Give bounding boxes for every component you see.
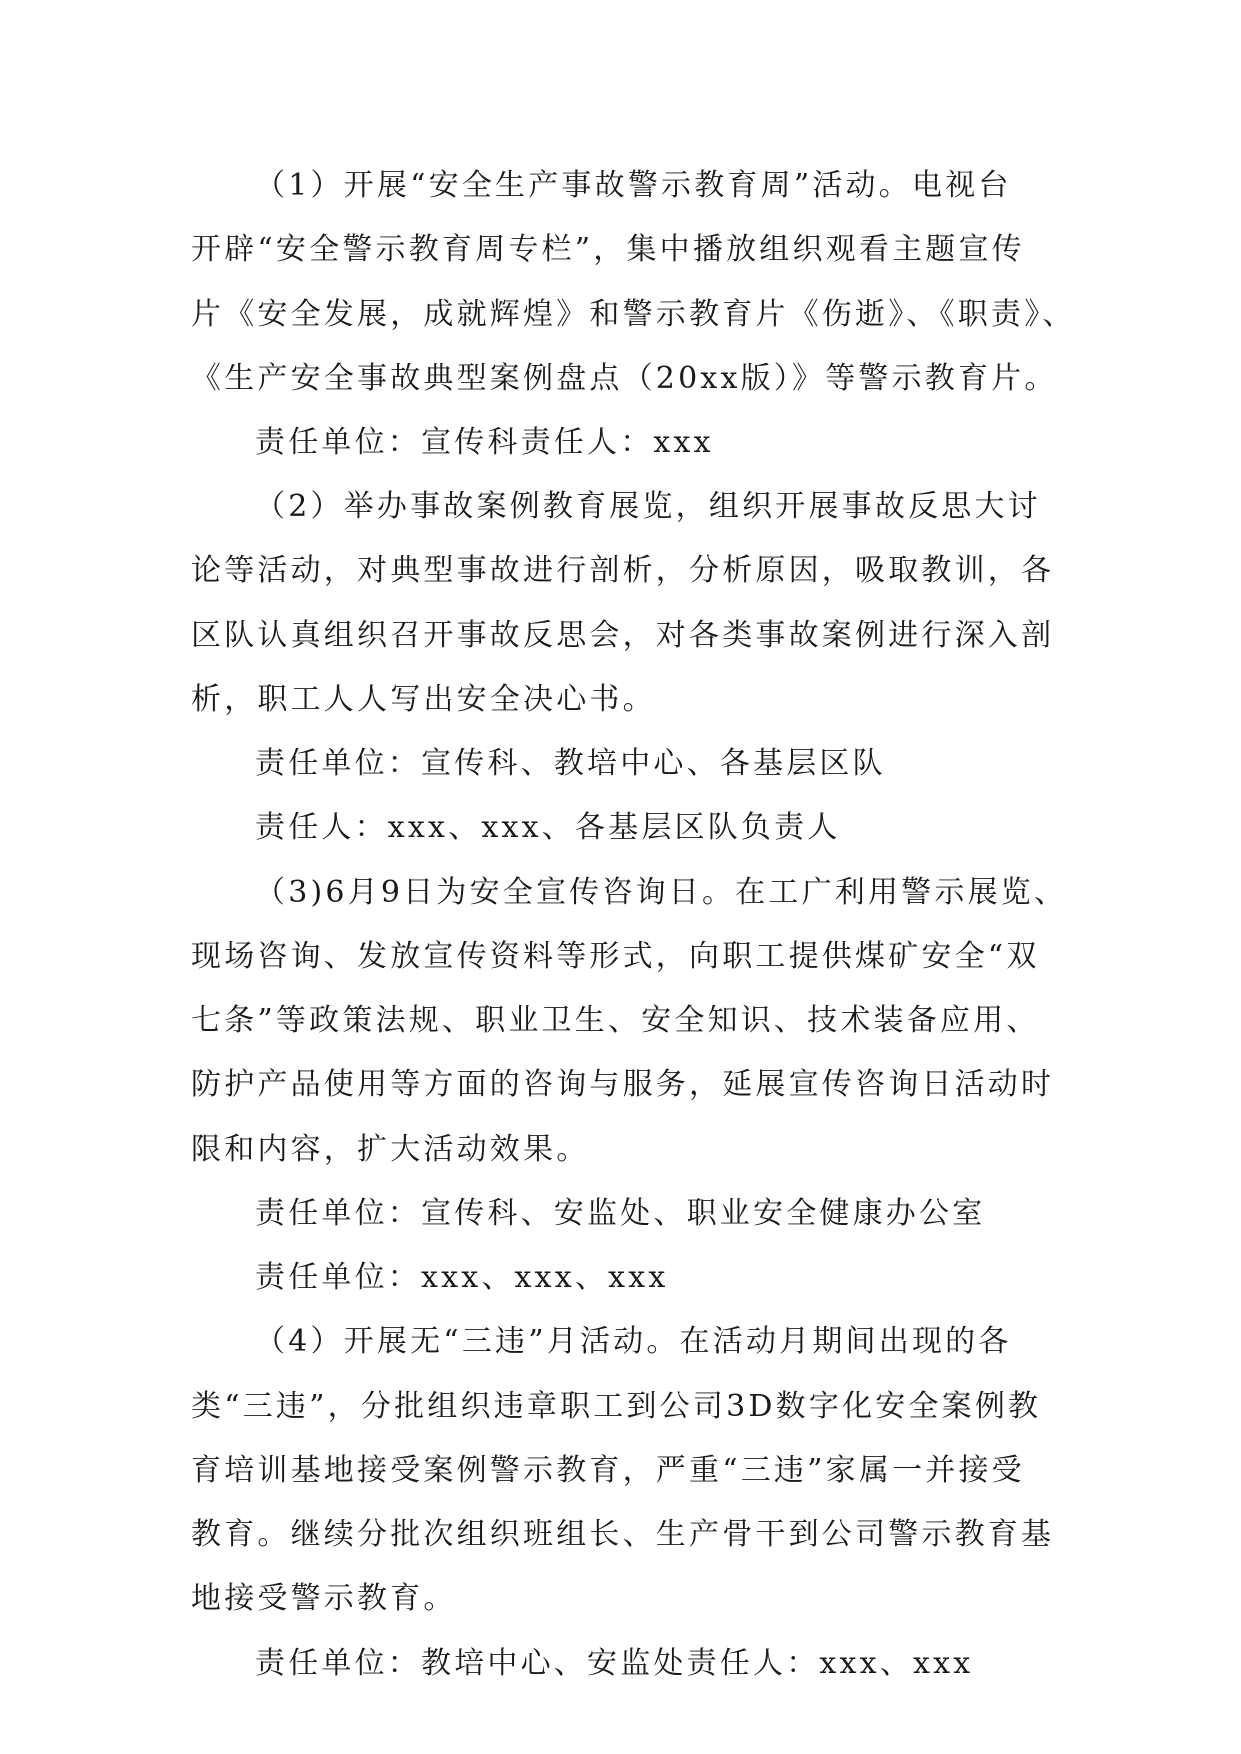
para-2-line-1: （2）举办事故案例教育展览，组织开展事故反思大讨 (255, 489, 1041, 524)
para-4-line-1: （4）开展无“三违”月活动。在活动月期间出现的各 (255, 1324, 1012, 1359)
para-3-line-1: （3)6月9日为安全宣传咨询日。在工广利用警示展览、 (255, 875, 1068, 910)
para-1-line-3: 片《安全发展，成就辉煌》和警示教育片《伤逝》、《职责》、 (191, 297, 1076, 332)
para-1-line-1: （1）开展“安全生产事故警示教育周”活动。电视台 (255, 168, 1012, 203)
para-4-line-4: 教育。继续分批次组织班组长、生产骨干到公司警示教育基 (191, 1517, 1055, 1552)
para-3-line-5: 限和内容，扩大活动效果。 (191, 1132, 590, 1167)
para-3-line-4: 防护产品使用等方面的咨询与服务，延展宣传咨询日活动时 (191, 1067, 1055, 1102)
para-3-line-3: 七条”等政策法规、职业卫生、安全知识、技术装备应用、 (191, 1003, 1040, 1038)
responsibility-line-3a: 责任单位：宣传科、安监处、职业安全健康办公室 (255, 1196, 986, 1231)
para-1-line-2: 开辟“安全警示教育周专栏”，集中播放组织观看主题宣传 (191, 232, 1025, 267)
responsibility-line-4: 责任单位：教培中心、安监处责任人：xxx、xxx (255, 1646, 974, 1681)
para-2-line-4: 析，职工人人写出安全决心书。 (191, 682, 656, 717)
responsibility-line-3b: 责任单位：xxx、xxx、xxx (255, 1260, 669, 1295)
para-2-line-3: 区队认真组织召开事故反思会，对各类事故案例进行深入剖 (191, 618, 1055, 653)
para-1-line-4: 《生产安全事故典型案例盘点（20xx版）》等警示教育片。 (191, 361, 1058, 396)
para-2-line-2: 论等活动，对典型事故进行剖析，分析原因，吸取教训，各 (191, 553, 1055, 588)
responsibility-line-2b: 责任人：xxx、xxx、各基层区队负责人 (255, 810, 841, 845)
para-4-line-3: 育培训基地接受案例警示教育，严重“三违”家属一并接受 (191, 1453, 1025, 1488)
para-4-line-2: 类“三违”，分批组织违章职工到公司3D数字化安全案例教 (191, 1389, 1042, 1424)
para-4-line-5: 地接受警示教育。 (191, 1581, 457, 1616)
responsibility-line-2a: 责任单位：宣传科、教培中心、各基层区队 (255, 746, 886, 781)
para-3-line-2: 现场咨询、发放宣传资料等形式，向职工提供煤矿安全“双 (191, 939, 1040, 974)
responsibility-line-1: 责任单位：宣传科责任人：xxx (255, 425, 714, 460)
